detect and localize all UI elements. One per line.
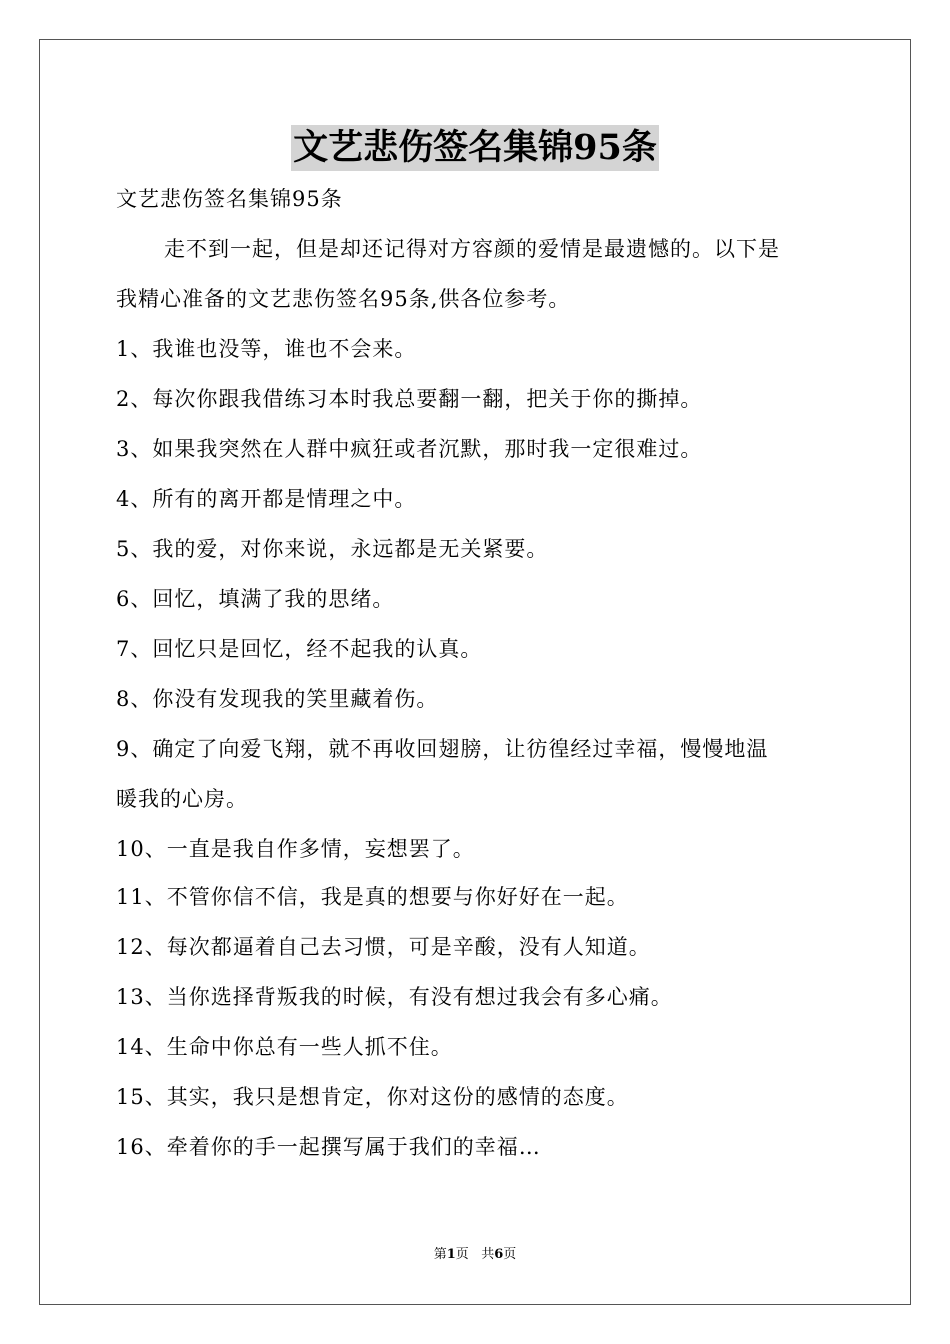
intro-paragraph-line: 我精心准备的文艺悲伤签名95条,供各位参考。 [116, 287, 571, 311]
list-item: 12、每次都逼着自己去习惯，可是辛酸，没有人知道。 [116, 935, 651, 959]
list-item: 14、生命中你总有一些人抓不住。 [116, 1035, 453, 1059]
list-item-continuation: 暖我的心房。 [116, 787, 248, 811]
page-border [39, 39, 911, 1305]
page-prefix: 第 [433, 1247, 447, 1262]
document-title: 文艺悲伤签名集锦95条 [291, 125, 659, 171]
current-page-number: 1 [446, 1247, 456, 1262]
list-item: 1、我谁也没等，谁也不会来。 [116, 337, 417, 361]
total-prefix: 共 [481, 1247, 495, 1262]
list-item: 7、回忆只是回忆，经不起我的认真。 [116, 637, 483, 661]
page-suffix: 页 [455, 1247, 469, 1262]
page-footer [0, 1246, 950, 1264]
list-item: 10、一直是我自作多情，妄想罢了。 [116, 837, 475, 861]
list-item: 16、牵着你的手一起撰写属于我们的幸福… [116, 1135, 541, 1159]
list-item: 9、确定了向爱飞翔，就不再收回翅膀，让彷徨经过幸福，慢慢地温 [116, 737, 769, 761]
total-page-count: 6 [494, 1247, 504, 1262]
document-subtitle: 文艺悲伤签名集锦95条 [116, 187, 343, 211]
list-item: 11、不管你信不信，我是真的想要与你好好在一起。 [116, 885, 629, 909]
intro-paragraph-line: 走不到一起，但是却还记得对方容颜的爱情是最遗憾的。以下是 [164, 237, 780, 261]
list-item: 13、当你选择背叛我的时候，有没有想过我会有多心痛。 [116, 985, 673, 1009]
list-item: 6、回忆，填满了我的思绪。 [116, 587, 395, 611]
list-item: 4、所有的离开都是情理之中。 [116, 487, 417, 511]
list-item: 8、你没有发现我的笑里藏着伤。 [116, 687, 439, 711]
list-item: 15、其实，我只是想肯定，你对这份的感情的态度。 [116, 1085, 629, 1109]
title-container [0, 125, 950, 171]
list-item: 2、每次你跟我借练习本时我总要翻一翻，把关于你的撕掉。 [116, 387, 703, 411]
list-item: 5、我的爱，对你来说，永远都是无关紧要。 [116, 537, 549, 561]
list-item: 3、如果我突然在人群中疯狂或者沉默，那时我一定很难过。 [116, 437, 703, 461]
total-suffix: 页 [503, 1247, 517, 1262]
